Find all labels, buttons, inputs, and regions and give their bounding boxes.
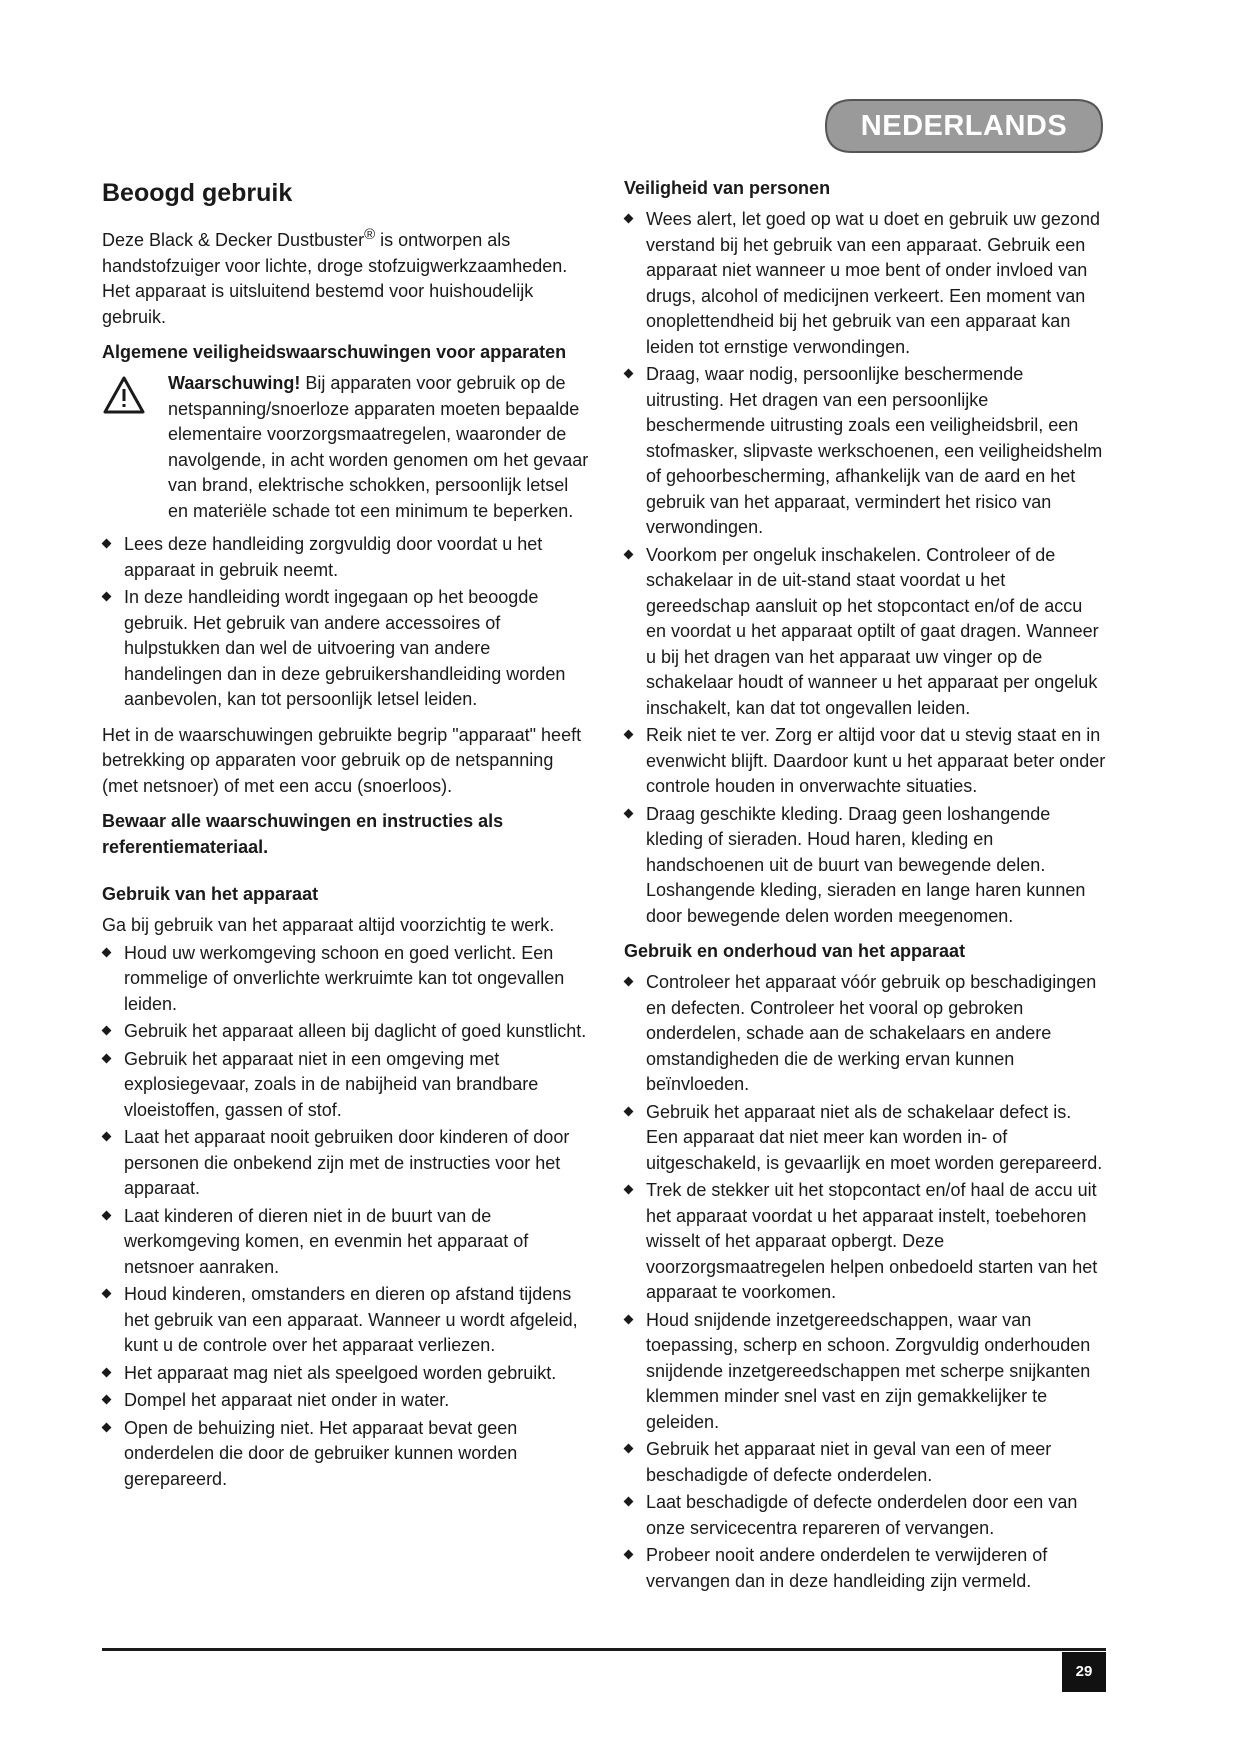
bullet-diamond-icon <box>624 214 634 224</box>
list-item <box>102 532 592 583</box>
bullet-diamond-icon <box>624 1314 634 1324</box>
list-item-text: Trek de stekker uit het stopcontact en/of haal de accu uit het apparaat voordat u het apparaat instelt, toebehoren wisselt of het apparaat opbergt. Deze voorzorgsmaatregelen helpen onbedoeld starten van het apparaat te voorkomen. <box>646 1180 1098 1302</box>
bullet-diamond-icon <box>102 539 112 549</box>
list-item-text: Wees alert, let goed op wat u doet en gebruik uw gezond verstand bij het gebruik van een apparaat. Gebruik een apparaat niet wanneer u moe bent of onder invloed van drugs, alcohol of medicijnen verkeert. Een moment van onoplettendheid bij het gebruik van een apparaat kan leiden tot ernstige verwondingen. <box>646 209 1100 357</box>
list-item-text: Houd snijdende inzetgereedschappen, waar van toepassing, scherp en schoon. Zorgvuldig onderhouden snijdende inzetgereedschappen met scherpe snijkanten klemmen minder snel vast en zijn gemakkelijker te geleiden. <box>646 1309 1091 1432</box>
bullet-diamond-icon <box>624 549 634 559</box>
list-item-text: Controleer het apparaat vóór gebruik op beschadigingen en defecten. Controleer het vooral op gebroken onderdelen, schade aan de schakelaars en andere omstandigheden die de werking ervan kunnen beïnvloeden. <box>646 972 1097 1094</box>
list-item <box>624 1543 1106 1594</box>
safety-warnings-heading: Algemene veiligheidswaarschuwingen voor apparaten <box>102 342 567 362</box>
list-item <box>102 1388 592 1414</box>
bullet-diamond-icon <box>102 1422 112 1432</box>
list-item-text: Probeer nooit andere onderdelen te verwijderen of vervangen dan in deze handleiding zijn vermeld. <box>646 1545 1048 1591</box>
language-tab <box>822 96 1106 156</box>
list-item-text: Draag geschikte kleding. Draag geen loshangende kleding of sieraden. Houd haren, kleding en handschoenen uit de buurt van bewegende delen. Loshangende kleding, sieraden en lange haren kunnen door bewegende delen worden meegenomen. <box>646 803 1086 926</box>
bullet-diamond-icon <box>102 1132 112 1142</box>
list-item <box>624 970 1106 1098</box>
list-item-text: Houd uw werkomgeving schoon en goed verlicht. Een rommelige of onverlichte werkruimte kan tot ongevallen leiden. <box>124 942 565 1014</box>
list-item <box>102 941 592 1018</box>
bullet-diamond-icon <box>102 1210 112 1220</box>
list-item <box>102 1282 592 1359</box>
list-item <box>624 1437 1106 1488</box>
intro-text-end: is ontworpen als handstofzuiger voor lichte, droge stofzuigwerkzaamheden. Het apparaat is uitsluitend bestemd voor huishoudelijk gebruik. <box>102 230 568 327</box>
intro-paragraph <box>102 222 592 330</box>
list-item-text: Voorkom per ongeluk inschakelen. Controleer of de schakelaar in de uit-stand staat voordat u het gereedschap aansluit op het stopcontact en/of de accu en voordat u het apparaat optilt of gaat dragen. Wanneer u bij het dragen van het apparaat uw vinger op de schakelaar houdt of wanneer u het apparaat per ongeluk inschakelt, kan dat tot ongevallen leiden. <box>646 544 1099 718</box>
left-column <box>102 176 592 1502</box>
list-item <box>624 1178 1106 1306</box>
bullet-diamond-icon <box>624 808 634 818</box>
use-heading: Gebruik van het apparaat <box>102 884 319 904</box>
list-item <box>624 1490 1106 1541</box>
list-item-text: Gebruik het apparaat alleen bij daglicht of goed kunstlicht. <box>124 1021 587 1041</box>
list-item-text: Het apparaat mag niet als speelgoed worden gebruikt. <box>124 1362 557 1383</box>
warning-block <box>102 371 592 524</box>
list-item <box>102 585 592 713</box>
footer-divider <box>102 1648 1106 1651</box>
section-title-intended-use: Beoogd gebruik <box>102 179 293 207</box>
list-item <box>102 1019 592 1045</box>
use-maintenance-heading: Gebruik en onderhoud van het apparaat <box>624 941 966 961</box>
list-item <box>624 543 1106 722</box>
list-item <box>624 1100 1106 1177</box>
use-bullet-list <box>102 941 592 1493</box>
list-item <box>624 362 1106 541</box>
bullet-diamond-icon <box>624 977 634 987</box>
list-item-text: Lees deze handleiding zorgvuldig door voordat u het apparaat in gebruik neemt. <box>124 534 543 580</box>
list-item-text: Reik niet te ver. Zorg er altijd voor dat u stevig staat en in evenwicht blijft. Daardoor kunt u het apparaat beter onder controle houden in onverwachte situaties. <box>646 725 1106 796</box>
bullet-diamond-icon <box>624 1550 634 1560</box>
list-item-text: Laat kinderen of dieren niet in de buurt van de werkomgeving komen, en evenmin het apparaat of netsnoer aanraken. <box>124 1205 529 1277</box>
warning-label: Waarschuwing! <box>168 373 301 393</box>
bullet-diamond-icon <box>624 1444 634 1454</box>
warning-text: Bij apparaten voor gebruik op de netspanning/snoerloze apparaten moeten bepaalde elementaire voorzorgsmaatregelen, waaronder de navolgende, in acht worden genomen om het gevaar van brand, elektrische schokken, persoonlijk letsel en materiële schade tot een minimum te beperken. <box>168 373 589 521</box>
bullet-diamond-icon <box>102 947 112 957</box>
list-item-text: Open de behuizing niet. Het apparaat bevat geen onderdelen die door de gebruiker kunnen worden gerepareerd. <box>124 1417 518 1489</box>
list-item <box>624 723 1106 800</box>
list-item <box>102 1361 592 1387</box>
personal-safety-heading: Veiligheid van personen <box>624 178 831 198</box>
registered-mark: ® <box>364 226 376 243</box>
bullet-diamond-icon <box>102 592 112 602</box>
list-item <box>102 1047 592 1124</box>
list-item-text: Draag, waar nodig, persoonlijke beschermende uitrusting. Het dragen van een persoonlijke beschermende uitrusting zoals een veiligheidsbril, een stofmasker, slipvaste werkschoenen, een veiligheidshelm of gehoorbescherming, afhankelijk van de aard en het gebruik van het apparaat, vermindert het risico van verwondingen. <box>646 364 1103 537</box>
right-column <box>624 176 1106 1604</box>
list-item-text: Dompel het apparaat niet onder in water. <box>124 1390 450 1410</box>
bullet-diamond-icon <box>102 1026 112 1036</box>
list-item-text: Laat beschadigde of defecte onderdelen door een van onze servicecentra repareren of vervangen. <box>646 1492 1078 1538</box>
page-number: 29 <box>1062 1652 1106 1692</box>
bullet-diamond-icon <box>102 1053 112 1063</box>
keep-instructions-note: Bewaar alle waarschuwingen en instructies als referentiemateriaal. <box>102 811 504 857</box>
bullet-diamond-icon <box>624 730 634 740</box>
bullet-diamond-icon <box>102 1395 112 1405</box>
list-item <box>624 1308 1106 1436</box>
definition-paragraph: Het in de waarschuwingen gebruikte begrip "apparaat" heeft betrekking op apparaten voor gebruik op de netspanning (met netsnoer) of met een accu (snoerloos). <box>102 724 582 796</box>
list-item-text: In deze handleiding wordt ingegaan op het beoogde gebruik. Het gebruik van andere accessoires of hulpstukken dan wel de uitvoering van andere handelingen dan in deze gebruikershandleiding worden aanbevolen, kan tot persoonlijk letsel leiden. <box>124 587 566 709</box>
list-item-text: Houd kinderen, omstanders en dieren op afstand tijdens het gebruik van een apparaat. Wanneer u wordt afgeleid, kunt u de controle over het apparaat verliezen. <box>124 1284 578 1355</box>
list-item <box>102 1125 592 1202</box>
use-intro: Ga bij gebruik van het apparaat altijd voorzichtig te werk. <box>102 915 555 935</box>
bullet-diamond-icon <box>102 1289 112 1299</box>
list-item-text: Gebruik het apparaat niet als de schakelaar defect is. Een apparaat dat niet meer kan worden in- of uitgeschakeld, is gevaarlijk en moet worden gerepareerd. <box>646 1101 1103 1173</box>
list-item <box>624 802 1106 930</box>
list-item-text: Laat het apparaat nooit gebruiken door kinderen of door personen die onbekend zijn met de instructies voor het apparaat. <box>124 1127 570 1198</box>
bullet-diamond-icon <box>624 1497 634 1507</box>
bullet-diamond-icon <box>624 369 634 379</box>
use-maintenance-list <box>624 970 1106 1594</box>
bullet-diamond-icon <box>102 1367 112 1377</box>
intro-text-start: Deze Black & Decker Dustbuster <box>102 230 365 250</box>
list-item <box>102 1204 592 1281</box>
list-item-text: Gebruik het apparaat niet in geval van een of meer beschadigde of defecte onderdelen. <box>646 1439 1052 1485</box>
personal-safety-list <box>624 207 1106 929</box>
general-bullet-list <box>102 532 592 713</box>
list-item-text: Gebruik het apparaat niet in een omgeving met explosiegevaar, zoals in de nabijheid van brandbare vloeistoffen, gassen of stof. <box>124 1048 539 1120</box>
warning-triangle-icon <box>102 375 146 415</box>
list-item <box>102 1416 592 1493</box>
language-label: NEDERLANDS <box>860 110 1068 142</box>
bullet-diamond-icon <box>624 1106 634 1116</box>
bullet-diamond-icon <box>624 1185 634 1195</box>
list-item <box>624 207 1106 360</box>
